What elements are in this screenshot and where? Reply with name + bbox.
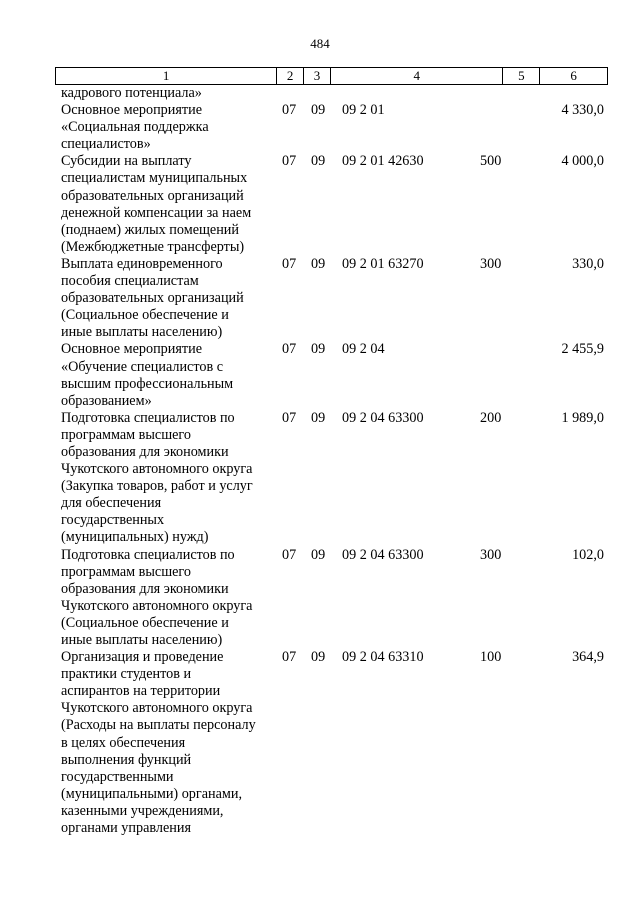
row-subsection: 09 bbox=[311, 649, 326, 666]
header-col-4: 4 bbox=[331, 68, 503, 84]
table-row bbox=[61, 102, 606, 153]
page-number: 484 bbox=[310, 36, 330, 51]
row-name: Субсидии на выплату специалистам муниципальных образовательных организаций денежной компенсации за наем (поднаем) жилых помещений (Межбюджетные трансферты) bbox=[61, 153, 252, 255]
header-col-6: 6 bbox=[570, 68, 577, 83]
row-name: Организация и проведение практики студентов и аспирантов на территории Чукотского автономного округа (Расходы на выплаты персоналу в целях обеспечения выполнения функций государственными (муниципальными) органами, казенными учреждениями, органами управления bbox=[61, 649, 256, 837]
table-row bbox=[61, 341, 606, 409]
row-section: 07 bbox=[282, 341, 297, 358]
header-col-3: 3 bbox=[304, 68, 331, 84]
table-header bbox=[55, 67, 608, 85]
row-section: 07 bbox=[282, 409, 297, 426]
row-expense-type: 500 bbox=[480, 153, 502, 170]
row-section: 07 bbox=[282, 255, 297, 272]
row-amount: 2 455,9 bbox=[561, 341, 604, 358]
row-target-code: 09 2 04 63310 bbox=[342, 649, 424, 666]
row-amount: 330,0 bbox=[572, 255, 604, 272]
row-section: 07 bbox=[282, 649, 297, 666]
row-section: 07 bbox=[282, 102, 297, 119]
row-name: Подготовка специалистов по программам высшего образования для экономики Чукотского автономного округа (Социальное обеспечение и иные выплаты населению) bbox=[61, 546, 253, 648]
header-col-2: 2 bbox=[277, 68, 304, 84]
table-body bbox=[61, 85, 606, 837]
row-target-code: 09 2 01 42630 bbox=[342, 153, 424, 170]
table-row bbox=[61, 547, 606, 650]
row-target-code: 09 2 01 63270 bbox=[342, 255, 424, 272]
row-section: 07 bbox=[282, 546, 297, 563]
row-subsection: 09 bbox=[311, 409, 326, 426]
row-amount: 1 989,0 bbox=[561, 409, 604, 426]
row-target-code: 09 2 04 bbox=[342, 341, 385, 358]
row-name: Выплата единовременного пособия специалистам образовательных организаций (Социальное обеспечение и иные выплаты населению) bbox=[61, 255, 244, 341]
row-amount: 4 000,0 bbox=[561, 153, 604, 170]
row-expense-type: 100 bbox=[480, 649, 502, 666]
table-row bbox=[61, 153, 606, 256]
row-subsection: 09 bbox=[311, 153, 326, 170]
row-subsection: 09 bbox=[311, 102, 326, 119]
row-name: Основное мероприятие «Социальная поддержка специалистов» bbox=[61, 102, 209, 153]
row-target-code: 09 2 04 63300 bbox=[342, 409, 424, 426]
row-expense-type: 300 bbox=[480, 546, 502, 563]
row-name: кадрового потенциала» bbox=[61, 85, 202, 101]
row-target-code: 09 2 04 63300 bbox=[342, 546, 424, 563]
row-amount: 102,0 bbox=[572, 546, 604, 563]
row-amount: 4 330,0 bbox=[561, 102, 604, 119]
row-expense-type: 200 bbox=[480, 409, 502, 426]
header-col-1: 1 bbox=[56, 68, 277, 84]
row-subsection: 09 bbox=[311, 341, 326, 358]
header-col-5: 5 bbox=[503, 68, 540, 84]
row-name: Подготовка специалистов по программам высшего образования для экономики Чукотского автономного округа (Закупка товаров, работ и услуг для обеспечения государственных (муниципальных) нужд) bbox=[61, 409, 253, 546]
table-row bbox=[61, 256, 606, 341]
row-target-code: 09 2 01 bbox=[342, 102, 385, 119]
row-amount: 364,9 bbox=[572, 649, 604, 666]
table-row bbox=[61, 649, 606, 837]
row-section: 07 bbox=[282, 153, 297, 170]
row-subsection: 09 bbox=[311, 546, 326, 563]
row-expense-type: 300 bbox=[480, 255, 502, 272]
table-row bbox=[61, 410, 606, 547]
row-name: Основное мероприятие «Обучение специалистов с высшим профессиональным образованием» bbox=[61, 341, 234, 409]
row-subsection: 09 bbox=[311, 255, 326, 272]
table-row bbox=[61, 85, 606, 102]
